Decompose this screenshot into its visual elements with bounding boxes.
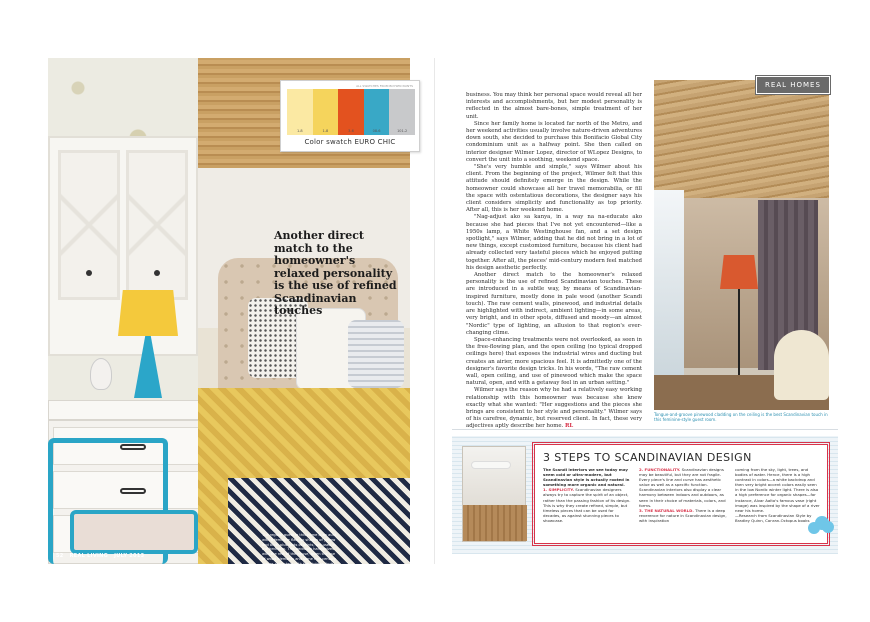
- swatch-code: 3-6: [348, 129, 354, 133]
- cabinet-door-right: [126, 150, 188, 300]
- step-body: Scandinavian designs may be beautiful, but they are not fragile. Every piece's line and curve has aesthetic value as well as a specific function. Scandinavian interiors also display a clear harmony between indoors and outdoors, as seen in their choice of materials, colors, and forms.: [639, 467, 726, 508]
- swatch-code: 101-2: [397, 129, 408, 133]
- paragraph: "Nag-adjust ako sa kanya, in a way na na-educate ako because she had pieces that I've not yet encountered—like a 1950s lamp, a White Westinghouse fan, and a set design spotlight," says Wilmer, adding that he did not bring in a lot of new things, except customized furniture, because his client had already collected very tasteful pieces which he enjoyed putting together. After all, the pieces' mid-century modern feel matched his design aesthetic perfectly.: [466, 214, 642, 271]
- swatch-code: 08-6: [372, 129, 381, 133]
- swatch-chip: [338, 89, 364, 135]
- cabinet-door-left: [58, 150, 120, 300]
- paragraph: "She's very humble and simple," says Wilmer about his client. From the beginning of the project, Wilmer felt that this attitude should definitely emerge in the design. While the homeowner could showcase all her travel memorabilia, or fill the space with ostentatious decorations, the designer says his client considers simplicity and functionality as top priority. After all, this is her weekend home.: [466, 164, 642, 214]
- cabinet-knob: [86, 270, 92, 276]
- sidebar-photo: [462, 446, 526, 542]
- paragraph-text: Wilmer says the reason why he had a relatively easy working relationship with this homeowner was because she knew exactly what she wanted: "Her suggestions and the pieces she brings are consistent to her style and personality." Wilmer says of his carefree, dynamic, but reserved client. In fact, these very adjectives aptly describe her home.: [466, 387, 642, 430]
- window: [654, 190, 684, 380]
- source-credit: —Research from Scandinavian Style by Bradley Quinn, Conran-Octopus books: [735, 512, 812, 523]
- paragraph: Space-enhancing treatments were not overlooked, as seen in the free-flowing plan, and the open ceiling (no typical dropped ceilings here) that exposes the industrial wires and ducting but creates an airier, more spacious feel. It is admittedly one of the designer's favorite design tricks. In his words, "The raw cement wall, open ceiling, and use of pinewood which make the space natural, open, and with a getaway feel in an urban setting.": [466, 336, 642, 387]
- sidebar-column-3: [735, 467, 821, 523]
- section-badge: REAL HOMES: [756, 76, 830, 94]
- sidebar: [452, 436, 838, 554]
- end-mark: RL: [564, 423, 574, 430]
- sidebar-box: [534, 444, 828, 544]
- swatch-code: 1-8: [322, 129, 329, 133]
- swatch-code: 1-8: [296, 129, 303, 133]
- magazine-name: REAL LIVING: [69, 553, 109, 559]
- blue-print-pillow: [348, 320, 404, 388]
- step-heading: 3. THE NATURAL WORLD.: [639, 507, 694, 513]
- owl-figurine: [90, 358, 112, 390]
- swatch-chip: [389, 89, 415, 135]
- sidebar-title: 3 STEPS TO SCANDINAVIAN DESIGN: [543, 451, 752, 464]
- paragraph: Another direct match to the homeowner's relaxed personality is the use of refined Scandinavian touches. These are introduced in a subtle way, by means of Scandinavian-inspired furniture, mostly done in pale wood (another Scandi touch). The raw cement walls, pinewood, and industrial details are highlighted with indirect, ambient lighting—in some areas, very bright, and in other spots, diffused and moody—an almost "Nordic" type of lighting, an allusion to that region's ever-changing clime.: [466, 272, 642, 336]
- wood-panel: [463, 505, 527, 541]
- chair-cushion: [70, 510, 198, 554]
- step-heading: 2. FUNCTIONALITY.: [639, 467, 681, 472]
- orange-lampshade: [720, 255, 758, 289]
- step-body: There is a deep reverence for nature in Scandinavian design, with inspiration: [639, 507, 727, 523]
- sidebar-column-2: [639, 467, 727, 523]
- pull-quote: Another direct match to the homeowner's relaxed personality is the use of refined Scandinavian touches: [274, 229, 397, 317]
- yellow-lampshade: [118, 290, 178, 336]
- page-gutter: [434, 58, 435, 564]
- paragraph: Since her family home is located far north of the Metro, and her weekend activities usually involve nature-driven adventures down south, she decided to purchase this Bonifacio Global City condominium unit as a halfway point. She then called on interior designer Wilmer Lopez, director of WLopez Designs, to convert the unit into a soothing, weekend space.: [466, 120, 642, 163]
- sidebar-column-1: [543, 467, 631, 523]
- swatch-label: Color swatch EURO CHIC: [304, 138, 396, 146]
- step-heading: 1. SIMPLICITY.: [543, 487, 575, 493]
- color-swatch-card: [280, 80, 420, 152]
- folio: [56, 553, 148, 559]
- lamp-pole: [738, 289, 740, 379]
- step-body: Scandinavian designers always try to capture the spirit of an object, rather than the passing fashion of its design. This is why they create refined, simple, but timeless pieces that can be used for decades, as against stunning pieces to showcase.: [543, 487, 631, 523]
- article-body: [466, 92, 642, 431]
- desk-top: [48, 400, 218, 420]
- photo-caption: Tongue-and-groove pinewood cladding on the ceiling is the best Scandinavian touch in this feminine-style guest room.: [654, 412, 828, 423]
- sidebar-intro: The Scandi interiors we see today may seem cold or ultra-modern, but Scandinavian style is actually rooted in something more organic and natural.: [543, 467, 630, 488]
- swatch-chip: [364, 89, 390, 135]
- cabinet-knob: [154, 270, 160, 276]
- armchair: [774, 330, 829, 400]
- guest-room-photo: [654, 80, 829, 410]
- paragraph: business. You may think her personal space would reveal all her interests and accomplishments, but her modest personality is reflected in the almost bare-bones, simple treatment of her unit.: [466, 92, 642, 120]
- pendant-lamp: [471, 461, 511, 469]
- issue-date: JULY 2013: [114, 553, 145, 559]
- paragraph-last: [466, 387, 642, 430]
- step-body: coming from the sky, light, trees, and bodies of water. Hence, there is a high contrast in colors—a white backdrop and then very bright accent colors easily seen in the low Nordic winter light. There is also a high preference for organic shapes—for instance, Alvar Aalto's famous vase (right image) was inspired by the shape of a river near his home.: [735, 467, 820, 513]
- photo-caption: The regular guest in this home is an aunt with a feminine flair, so shades of yellow and blue, plus hints of prints, are used in the bedroom. This bedroom harmonizes with the rest of the house, given the use of wood elements and some mid-century pieces consistent with the vintage finds showcased in the other areas of the condo.: [262, 533, 337, 576]
- swatch-chip: [313, 89, 339, 135]
- page-number: 52: [56, 553, 64, 559]
- divider: [452, 429, 838, 430]
- swatch-source: ALL SWATCHES FROM BOYSEN PAINTS: [356, 84, 413, 88]
- swatch-row: [287, 89, 415, 135]
- swatch-chip: [287, 89, 313, 135]
- cloud-icon: [808, 516, 834, 534]
